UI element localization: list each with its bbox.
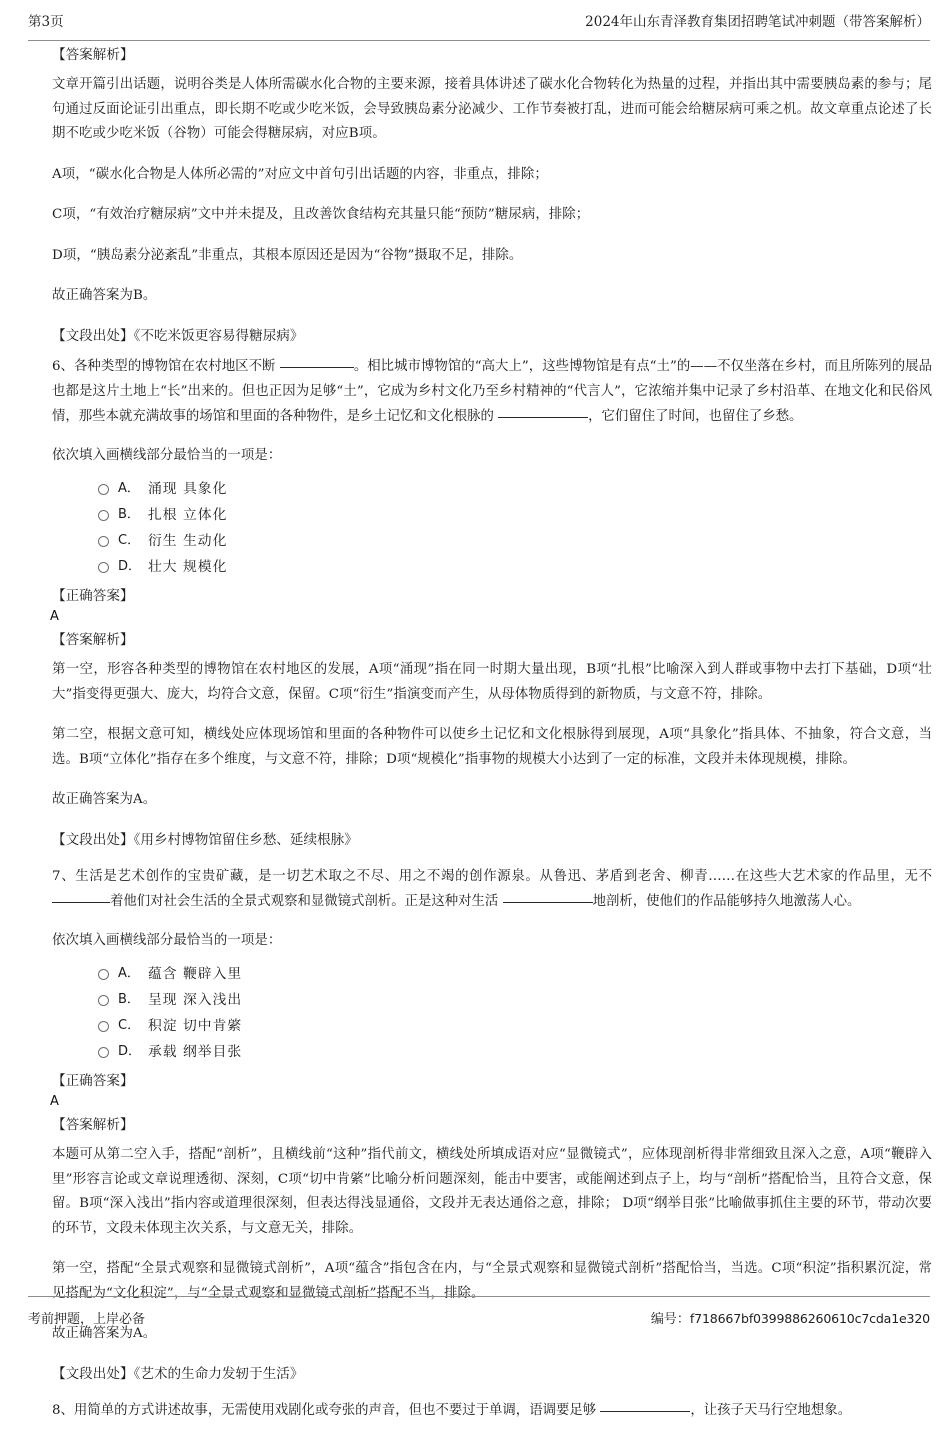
footer-slogan: 考前押题，上岸必备 bbox=[28, 1312, 146, 1327]
q6-stem-part2: 。相比城市博物馆的“高大上”，这些博物馆是有点“土”的——不仅坐落在乡村，而且所陈列的展品也都是这片土地上“长”出来的。但也正因为足够“土”，它成为乡村文化乃至乡村精神的“代言人”，它浓缩并集中记录了乡村沿革、在地文化和民俗风情，那些本就充满故事的场馆和里面的各种物件，是乡土记忆和文化根脉的 bbox=[52, 358, 932, 424]
q7-option-d[interactable] bbox=[52, 1039, 932, 1065]
document-title: 2024年山东青泽教育集团招聘笔试冲刺题（带答案解析） bbox=[585, 14, 930, 30]
footer-id-value: f718667bf0399886260610c7cda1e320 bbox=[689, 1311, 930, 1326]
q6-option-d-letter: D． bbox=[118, 559, 142, 574]
q6-source: 【文段出处】《用乡村博物馆留住乡愁、延续根脉》 bbox=[52, 831, 358, 848]
q7-option-b-text: 呈现 深入浅出 bbox=[148, 992, 243, 1008]
q7-analysis-1: 本题可从第二空入手，搭配“剖析”，且横线前“这种”指代前文，横线处所填成语对应“显微镜式”，应体现剖析得非常细致且深入之意，A项“鞭辟入里”形容言论或文章说理透彻、深刻，C项“切中肯綮”比喻分析问题深刻，能击中要害，或能阐述到点子上，均与“剖析”搭配恰当，且符合文意，保留。B项“深入浅出”指内容或道理很深刻，但表达得浅显通俗，文段并无表达通俗之意，排除； D项“纲举目张”比喻做事抓住主要的环节，带动次要的环节，文段未体现主次关系，与文意无关，排除。 bbox=[52, 1147, 932, 1236]
q6-option-c-text: 衍生 生动化 bbox=[148, 533, 228, 549]
q6-option-b-text: 扎根 立体化 bbox=[148, 507, 228, 523]
q5-analysis-main: 文章开篇引出话题，说明谷类是人体所需碳水化合物的主要来源，接着具体讲述了碳水化合物转化为热量的过程，并指出其中需要胰岛素的参与；尾句通过反面论证引出重点，即长期不吃或少吃米饭，会导致胰岛素分泌减少、工作节奏被打乱，进而可能会给糖尿病可乘之机。故文章重点论述了长期不吃或少吃米饭（谷物）可能会得糖尿病，对应B项。 bbox=[52, 77, 932, 141]
q6-option-c-letter: C． bbox=[118, 533, 141, 548]
q5-analysis-option-d: D项，“胰岛素分泌紊乱”非重点，其根本原因还是因为“谷物”摄取不足，排除。 bbox=[52, 247, 523, 263]
q6-prompt: 依次填入画横线部分最恰当的一项是： bbox=[52, 447, 282, 463]
page-number: 第3页 bbox=[28, 14, 64, 30]
q6-blank-2 bbox=[498, 417, 588, 418]
q6-answer-label: 【正确答案】 bbox=[52, 588, 134, 604]
footer-id-label: 编号： bbox=[650, 1312, 690, 1327]
q7-option-b[interactable] bbox=[52, 987, 932, 1013]
q7-option-b-letter: B． bbox=[118, 992, 140, 1007]
q7-analysis-label: 【答案解析】 bbox=[52, 1117, 134, 1133]
document-header bbox=[28, 14, 930, 41]
q6-option-d[interactable] bbox=[52, 554, 932, 580]
q6-option-a-letter: A． bbox=[118, 481, 140, 496]
q6-analysis-2: 第二空，根据文意可知，横线处应体现场馆和里面的各种物件可以使乡土记忆和文化根脉得到展现，A项“具象化”指具体、不抽象，符合文意，当选。B项“立体化”指存在多个维度，与文意不符，排除；D项“规模化”指事物的规模大小达到了一定的标准，文段并未体现规模，排除。 bbox=[52, 727, 932, 767]
q8-stem bbox=[52, 1398, 932, 1423]
q6-analysis-label: 【答案解析】 bbox=[52, 632, 134, 648]
q6-stem bbox=[52, 354, 932, 429]
document-content bbox=[52, 44, 932, 1432]
radio-icon[interactable] bbox=[98, 536, 109, 547]
radio-icon[interactable] bbox=[98, 969, 109, 980]
q6-option-a-text: 涌现 具象化 bbox=[148, 481, 228, 497]
q5-analysis-heading: 【答案解析】 bbox=[52, 47, 134, 63]
q7-blank-2 bbox=[503, 902, 593, 903]
q7-stem-part1: 7、生活是艺术创作的宝贵矿藏，是一切艺术取之不尽、用之不竭的创作源泉。从鲁迅、茅盾到老舍、柳青……在这些大艺术家的作品里，无不 bbox=[52, 868, 932, 884]
q7-analysis-2: 第一空，搭配“全景式观察和显微镜式剖析”，A项“蕴含”指包含在内，与“全景式观察和显微镜式剖析”搭配恰当，当选。C项“积淀”指积累沉淀，常见搭配为“文化积淀”，与“全景式观察和显微镜式剖析”搭配不当，排除。 bbox=[52, 1261, 932, 1301]
q7-option-c[interactable] bbox=[52, 1013, 932, 1039]
q7-stem-part3: 地剖析，使他们的作品能够持久地激荡人心。 bbox=[592, 893, 861, 909]
q7-answer-value: A bbox=[50, 1094, 59, 1109]
radio-icon[interactable] bbox=[98, 562, 109, 573]
q7-stem-part2: 着他们对社会生活的全景式观察和显微镜式剖析。正是这种对生活 bbox=[110, 893, 503, 909]
q8-stem-part2: ，让孩子天马行空地想象。 bbox=[690, 1402, 852, 1418]
q5-analysis-option-c: C项，“有效治疗糖尿病”文中并未提及，且改善饮食结构充其量只能“预防”糖尿病，排除； bbox=[52, 207, 590, 222]
q8-stem-part1: 8、用简单的方式讲述故事，无需使用戏剧化或夸张的声音，但也不要过于单调，语调要足够 bbox=[52, 1402, 601, 1418]
q7-option-d-text: 承载 纲举目张 bbox=[148, 1044, 243, 1060]
q6-answer-value: A bbox=[50, 609, 59, 624]
q7-blank-1 bbox=[52, 902, 110, 903]
q7-prompt: 依次填入画横线部分最恰当的一项是： bbox=[52, 932, 282, 948]
q7-option-a-letter: A． bbox=[118, 966, 140, 981]
document-footer bbox=[28, 1296, 930, 1329]
radio-icon[interactable] bbox=[98, 1021, 109, 1032]
q5-source: 【文段出处】《不吃米饭更容易得糖尿病》 bbox=[52, 327, 304, 344]
q6-option-b[interactable] bbox=[52, 502, 932, 528]
radio-icon[interactable] bbox=[98, 510, 109, 521]
q7-option-c-letter: C． bbox=[118, 1018, 141, 1033]
radio-icon[interactable] bbox=[98, 1047, 109, 1058]
radio-icon[interactable] bbox=[98, 995, 109, 1006]
q7-option-d-letter: D． bbox=[118, 1044, 142, 1059]
q7-option-a[interactable] bbox=[52, 961, 932, 987]
q6-blank-1 bbox=[280, 367, 354, 368]
q6-analysis-1: 第一空，形容各种类型的博物馆在农村地区的发展，A项“涌现”指在同一时期大量出现，B项“扎根”比喻深入到人群或事物中去打下基础，D项“壮大”指变得更强大、庞大，均符合文意，保留。C项“衍生”指演变而产生，从母体物质得到的新物质，与文意不符，排除。 bbox=[52, 662, 932, 702]
q5-conclusion: 故正确答案为B。 bbox=[52, 288, 157, 303]
q6-options bbox=[52, 476, 932, 580]
q5-analysis-option-a: A项，“碳水化合物是人体所必需的”对应文中首句引出话题的内容，非重点，排除； bbox=[52, 166, 548, 182]
q6-stem-part3: ，它们留住了时间，也留住了乡愁。 bbox=[588, 408, 803, 424]
q7-option-c-text: 积淀 切中肯綮 bbox=[148, 1018, 243, 1034]
q7-conclusion: 故正确答案为A。 bbox=[52, 1326, 157, 1341]
footer-document-id bbox=[651, 1310, 930, 1329]
q6-stem-part1: 6、各种类型的博物馆在农村地区不断 bbox=[52, 358, 280, 374]
q6-option-a[interactable] bbox=[52, 476, 932, 502]
q6-conclusion: 故正确答案为A。 bbox=[52, 792, 157, 807]
q8-blank-1 bbox=[600, 1411, 690, 1412]
radio-icon[interactable] bbox=[98, 484, 109, 495]
q6-option-c[interactable] bbox=[52, 528, 932, 554]
q7-answer-label: 【正确答案】 bbox=[52, 1073, 134, 1089]
q7-options bbox=[52, 961, 932, 1065]
q6-option-d-text: 壮大 规模化 bbox=[148, 559, 228, 575]
q7-option-a-text: 蕴含 鞭辟入里 bbox=[148, 966, 243, 982]
q7-source: 【文段出处】《艺术的生命力发轫于生活》 bbox=[52, 1365, 304, 1382]
q7-stem bbox=[52, 864, 932, 914]
q6-option-b-letter: B． bbox=[118, 507, 140, 522]
